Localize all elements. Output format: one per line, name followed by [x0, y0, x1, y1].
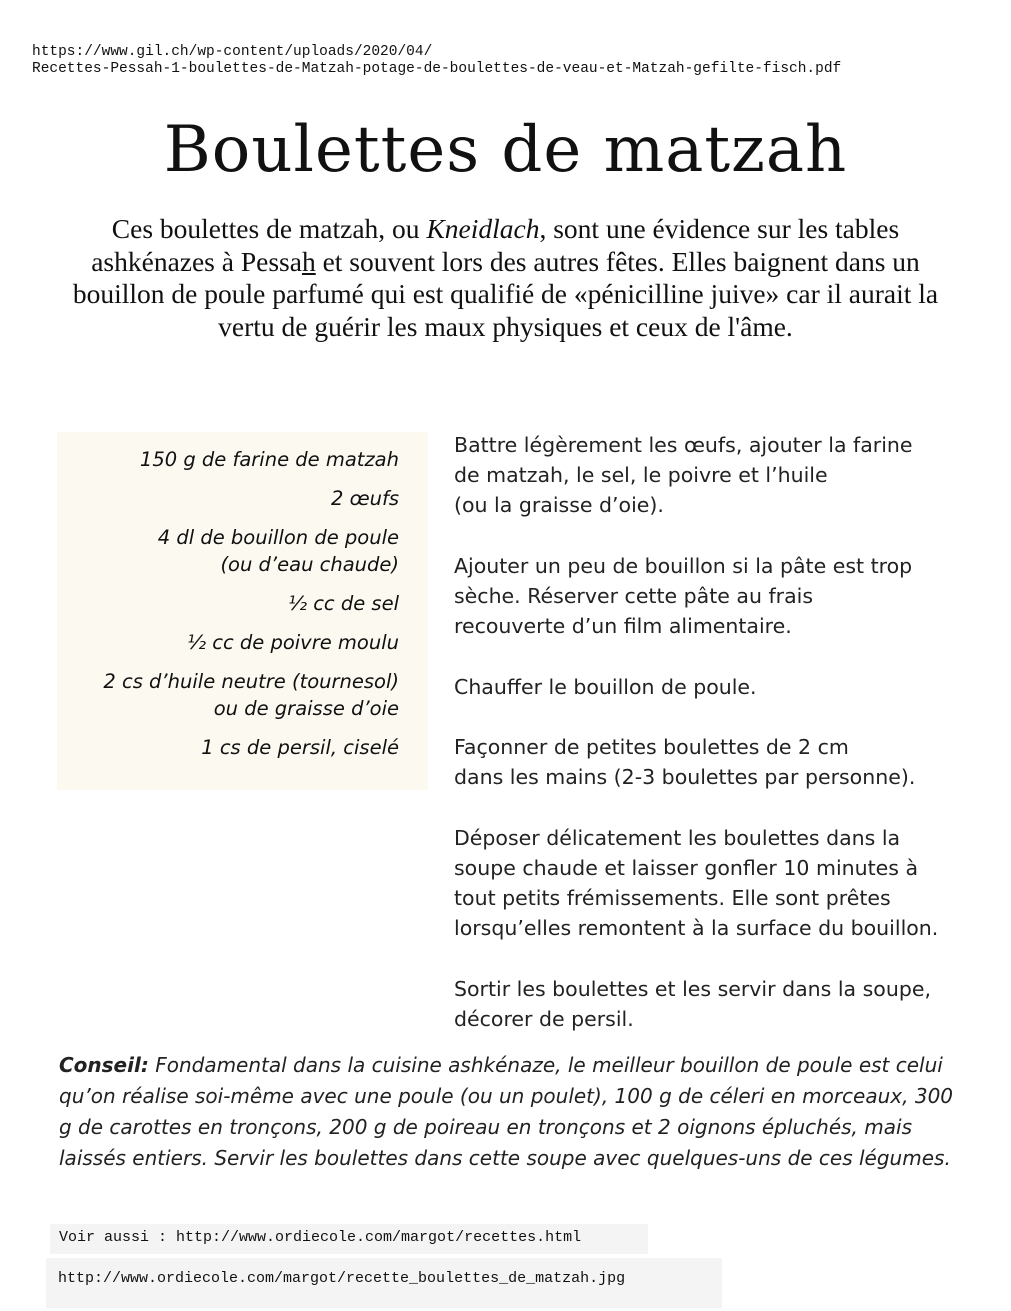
ingredient-item [77, 524, 399, 578]
ingredient-item [77, 734, 399, 761]
step-4 [454, 732, 974, 792]
ingredient-line: 2 cs d’huile neutre (tournesol) [103, 670, 399, 693]
step-line: lorsqu’elles remontent à la surface du bouillon. [454, 916, 939, 941]
ingredient-line: 2 œufs [330, 487, 399, 510]
page-title: Boulettes de matzah [163, 113, 848, 187]
step-line: tout petits frémissements. Elle sont prêtes [454, 885, 891, 910]
source-url[interactable] [32, 44, 992, 78]
ingredient-line: 4 dl de bouillon de poule [157, 526, 399, 549]
tip-label: Conseil: [59, 1053, 149, 1077]
step-line: recouverte d’un film alimentaire. [454, 614, 792, 639]
step-line: Chauffer le bouillon de poule. [454, 674, 757, 699]
ingredient-item [77, 446, 399, 473]
intro-pessah-h: h [301, 245, 316, 277]
intro-paragraph [50, 213, 961, 343]
step-line: Déposer délicatement les boulettes dans la [454, 825, 901, 850]
ingredient-item [77, 629, 399, 656]
step-line: soupe chaude et laisser gonfler 10 minutes à [454, 855, 919, 880]
intro-text-1: Ces boulettes de matzah, ou [111, 213, 427, 244]
step-line: Sortir les boulettes et les servir dans la soupe, [454, 976, 931, 1001]
source-url-line-1[interactable]: https://www.gil.ch/wp-content/uploads/2020/04/ [32, 44, 433, 60]
step-line: de matzah, le sel, le poivre et l’huile [454, 463, 828, 488]
ingredient-line: ½ cc de poivre moulu [187, 631, 399, 654]
ingredient-line-2: (ou d’eau chaude) [220, 553, 399, 576]
ingredient-line-2: ou de graisse d’oie [213, 697, 399, 720]
step-line: Façonner de petites boulettes de 2 cm [454, 734, 849, 759]
tip-paragraph [59, 1050, 959, 1174]
intro-text-3: et souvent lors des autres fêtes. Elles baignent dans un bouillon de poule parfumé qui est qualifié de «pénicilline juive» car il aurait la vertu de guérir les maux physiques et ceux de l'âme. [72, 245, 939, 342]
step-line: Battre légèrement les œufs, ajouter la farine [454, 433, 913, 457]
source-url-line-2[interactable]: Recettes-Pessah-1-boulettes-de-Matzah-potage-de-boulettes-de-veau-et-Matzah-gefilte-fisch.pdf [32, 61, 842, 77]
step-line: dans les mains (2-3 boulettes par personne). [454, 765, 916, 790]
image-link[interactable]: http://www.ordiecole.com/margot/recette_boulettes_de_matzah.jpg [46, 1258, 722, 1308]
step-line: sèche. Réserver cette pâte au frais [454, 584, 814, 608]
step-2 [454, 551, 974, 642]
ingredient-item [77, 485, 399, 512]
step-3 [454, 672, 974, 702]
step-line: (ou la graisse d’oie). [454, 493, 664, 518]
step-6 [454, 974, 974, 1034]
ingredient-line: ½ cc de sel [288, 592, 399, 615]
ingredient-line: 150 g de farine de matzah [139, 448, 399, 471]
ingredient-item [77, 590, 399, 617]
intro-kneidlach: Kneidlach [426, 213, 540, 244]
ingredient-item [77, 668, 399, 722]
step-5 [454, 823, 974, 944]
preparation-steps [454, 430, 974, 1064]
see-also-link[interactable]: Voir aussi : http://www.ordiecole.com/margot/recettes.html [50, 1224, 648, 1254]
step-line: décorer de persil. [454, 1006, 634, 1031]
ingredients-box [57, 432, 428, 790]
intro-text-2: , sont une évidence sur les tables ashkénazes à Pessa [91, 213, 900, 277]
step-1 [454, 430, 974, 521]
step-line: Ajouter un peu de bouillon si la pâte est trop [454, 553, 913, 578]
tip-text: Fondamental dans la cuisine ashkénaze, le meilleur bouillon de poule est celui qu’on réalise soi-même avec une poule (ou un poulet), 100 g de céleri en morceaux, 300 g de carottes en tronçons, 200 g de poireau en tronçons et 2 oignons épluchés, mais laissés entiers. Servir les boulettes dans cette soupe avec quelques-uns de ces légumes. [59, 1053, 954, 1170]
ingredient-line: 1 cs de persil, ciselé [201, 736, 399, 759]
